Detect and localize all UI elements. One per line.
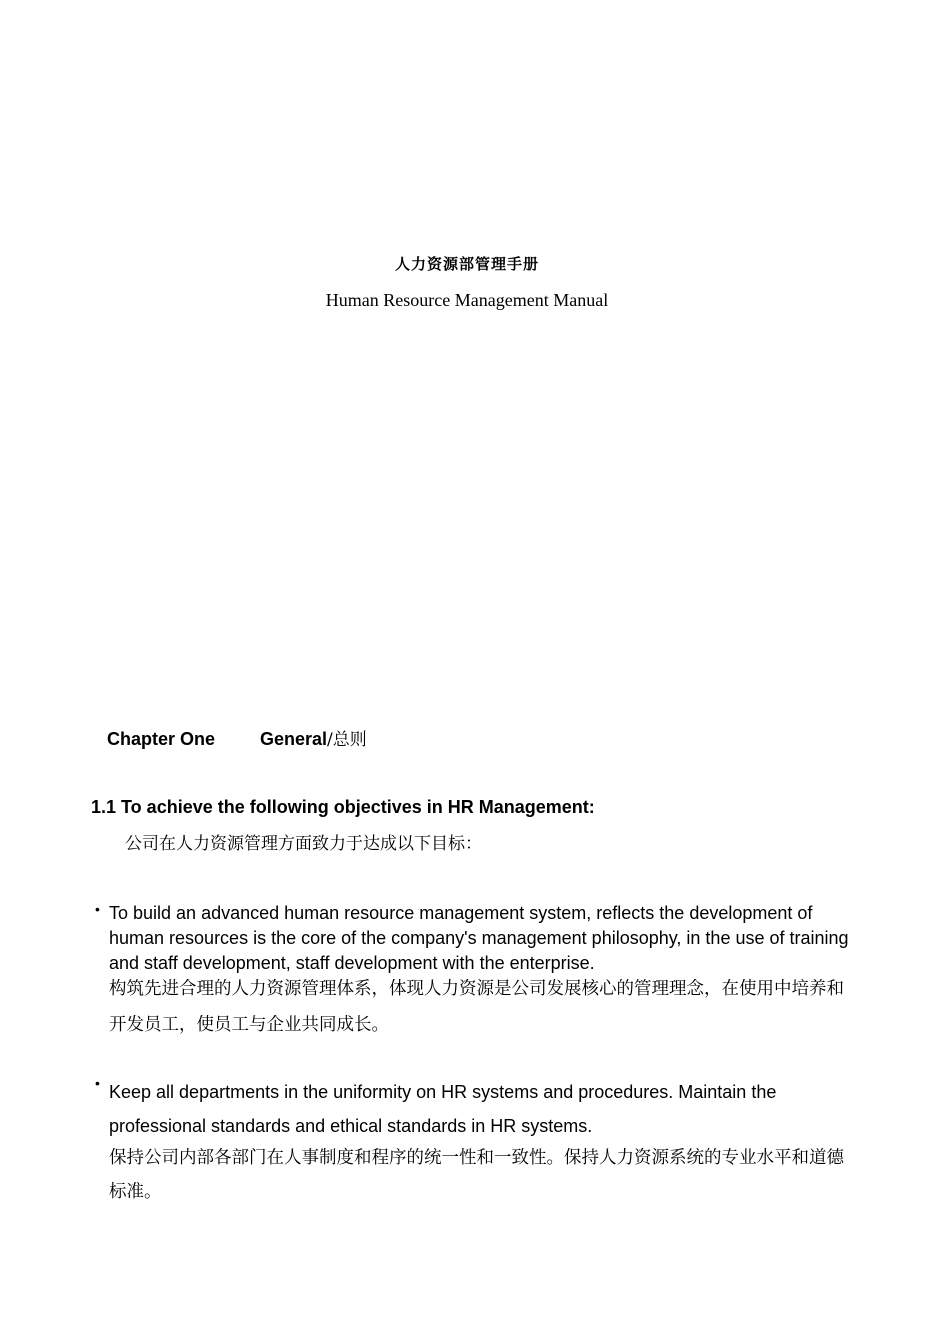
section-heading-chinese: 公司在人力资源管理方面致力于达成以下目标： (125, 834, 482, 854)
bullet-marker: • (95, 901, 100, 917)
objective-item (95, 901, 855, 1043)
document-title-english: Human Resource Management Manual (325, 290, 609, 310)
chapter-heading (107, 725, 367, 750)
chapter-title: General (260, 729, 328, 749)
chapter-number: Chapter One (107, 729, 216, 749)
bullet-marker: • (95, 1075, 100, 1091)
section-heading: 1.1 To achieve the following objectives in HR Management: (91, 797, 595, 817)
objective-text-english: To build an advanced human resource management system, reflects the development of human resources is the core of the company's management philosophy, in the use of training and staff development, staff development with the enterprise. (109, 903, 849, 973)
objective-text-chinese: 构筑先进合理的人力资源管理体系，体现人力资源是公司发展核心的管理理念，在使用中培养和开发员工，使员工与企业共同成长。 (109, 979, 844, 1035)
objective-item (95, 1075, 855, 1209)
chapter-title-separator: / (327, 730, 333, 750)
document-title-chinese: 人力资源部管理手册 (394, 255, 539, 273)
objective-text-english: Keep all departments in the uniformity on HR systems and procedures. Maintain the professional standards and ethical standards in HR systems. (109, 1082, 777, 1136)
chapter-title-chinese: 总则 (332, 730, 367, 750)
objective-text-chinese: 保持公司内部各部门在人事制度和程序的统一性和一致性。保持人力资源系统的专业水平和道德标准。 (109, 1148, 844, 1202)
